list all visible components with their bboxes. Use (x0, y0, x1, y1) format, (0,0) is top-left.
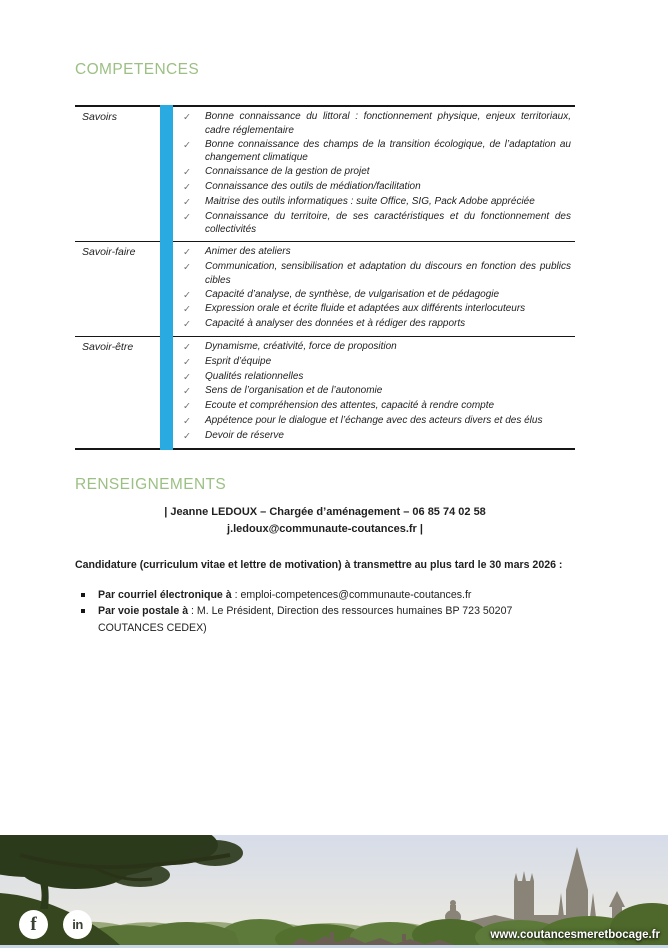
candidature-bullet-list (75, 587, 575, 637)
check-icon: ✓ (183, 304, 191, 316)
row-label: Savoir-être (82, 340, 134, 353)
check-icon: ✓ (183, 319, 191, 331)
list-item (183, 414, 573, 429)
page-content (75, 0, 575, 636)
check-icon: ✓ (183, 139, 191, 151)
check-icon: ✓ (183, 341, 191, 353)
skill-item-text: Appétence pour le dialogue et l’échange avec des acteurs divers et des élus (205, 414, 543, 426)
skill-item-text: Qualités relationnelles (205, 370, 304, 382)
check-icon: ✓ (183, 167, 191, 179)
renseignements-heading: RENSEIGNEMENTS (75, 475, 227, 493)
row-content (173, 242, 575, 336)
skill-item-text: Maitrise des outils informatiques : suite Office, SIG, Pack Adobe appréciée (205, 195, 535, 207)
skill-item-text: Connaissance du territoire, de ses caractéristiques et du fonctionnement des collectivités (205, 210, 571, 236)
check-icon: ✓ (183, 247, 191, 259)
bullet-text: Par voie postale à : M. Le Président, Direction des ressources humaines BP 723 50207 COUTANCES CEDEX) (98, 605, 513, 634)
check-icon: ✓ (183, 356, 191, 368)
list-item (183, 370, 573, 385)
skill-item-text: Communication, sensibilisation et adaptation du discours en fonction des publics cibles (205, 260, 571, 286)
list-item (183, 165, 573, 180)
skill-item-text: Animer des ateliers (205, 246, 291, 258)
website-url[interactable]: www.coutancesmeretbocage.fr (490, 929, 660, 941)
skill-item-text: Ecoute et compréhension des attentes, capacité à rendre compte (205, 400, 495, 412)
footer-photo-banner (0, 835, 668, 948)
table-row-savoir-faire (75, 241, 575, 336)
skill-item-text: Connaissance de la gestion de projet (205, 166, 370, 178)
check-icon: ✓ (183, 196, 191, 208)
list-item (183, 399, 573, 414)
row-content (173, 107, 575, 241)
skill-item-text: Bonne connaissance des champs de la transition écologique, de l’adaptation au changement climatique (205, 138, 571, 164)
check-icon: ✓ (183, 289, 191, 301)
table-row-savoir-etre (75, 336, 575, 448)
list-item (183, 340, 573, 355)
check-icon: ✓ (183, 261, 191, 273)
list-item (183, 384, 573, 399)
skill-item-text: Devoir de réserve (205, 429, 284, 441)
bullet-icon (80, 587, 98, 604)
contact-line-1: | Jeanne LEDOUX – Chargée d’aménagement – 06 85 74 02 58 (164, 505, 486, 518)
check-icon: ✓ (183, 211, 191, 223)
bullet-item-email (75, 587, 575, 604)
competences-heading: COMPETENCES (75, 61, 200, 78)
linkedin-icon[interactable]: in (63, 910, 92, 939)
list-item (183, 245, 573, 260)
list-item (183, 110, 573, 138)
list-item (183, 302, 573, 317)
check-icon: ✓ (183, 415, 191, 427)
check-icon: ✓ (183, 430, 191, 442)
table-row-savoirs (75, 107, 575, 241)
list-item (183, 317, 573, 332)
table-accent-bar (160, 105, 173, 450)
bullet-item-postal (75, 603, 575, 636)
contact-line-2: j.ledoux@communaute-coutances.fr | (227, 522, 423, 535)
skill-item-text: Dynamisme, créativité, force de proposition (205, 340, 397, 352)
row-label: Savoir-faire (82, 246, 136, 259)
check-icon: ✓ (183, 371, 191, 383)
list-item (183, 288, 573, 303)
list-item (183, 138, 573, 166)
competences-table (75, 105, 575, 450)
skill-item-text: Sens de l’organisation et de l’autonomie (205, 385, 383, 397)
facebook-icon[interactable]: f (19, 910, 48, 939)
skill-item-text: Capacité à analyser des données et à rédiger des rapports (205, 318, 466, 330)
check-icon: ✓ (183, 401, 191, 413)
list-item (183, 429, 573, 444)
check-icon: ✓ (183, 386, 191, 398)
list-item (183, 210, 573, 238)
list-item (183, 260, 573, 288)
skill-item-text: Expression orale et écrite fluide et adaptées aux différents interlocuteurs (205, 303, 526, 315)
list-item (183, 195, 573, 210)
skill-item-text: Capacité d’analyse, de synthèse, de vulgarisation et de pédagogie (205, 288, 500, 300)
contact-block (75, 504, 575, 538)
skill-item-text: Connaissance des outils de médiation/facilitation (205, 180, 421, 192)
skill-item-text: Bonne connaissance du littoral : fonctionnement physique, enjeux territoriaux, cadre réglementaire (205, 111, 571, 136)
skill-item-text: Esprit d’équipe (205, 355, 272, 367)
check-icon: ✓ (183, 181, 191, 193)
check-icon: ✓ (183, 112, 191, 123)
row-content (173, 337, 575, 448)
row-label: Savoirs (82, 111, 118, 123)
list-item (183, 355, 573, 370)
bullet-icon (80, 603, 98, 636)
list-item (183, 180, 573, 195)
candidature-intro: Candidature (curriculum vitae et lettre de motivation) à transmettre au plus tard le 30 mars 2026 : (75, 558, 563, 571)
bullet-text: Par courriel électronique à : emploi-competences@communaute-coutances.fr (98, 588, 472, 601)
social-icons (19, 910, 92, 939)
